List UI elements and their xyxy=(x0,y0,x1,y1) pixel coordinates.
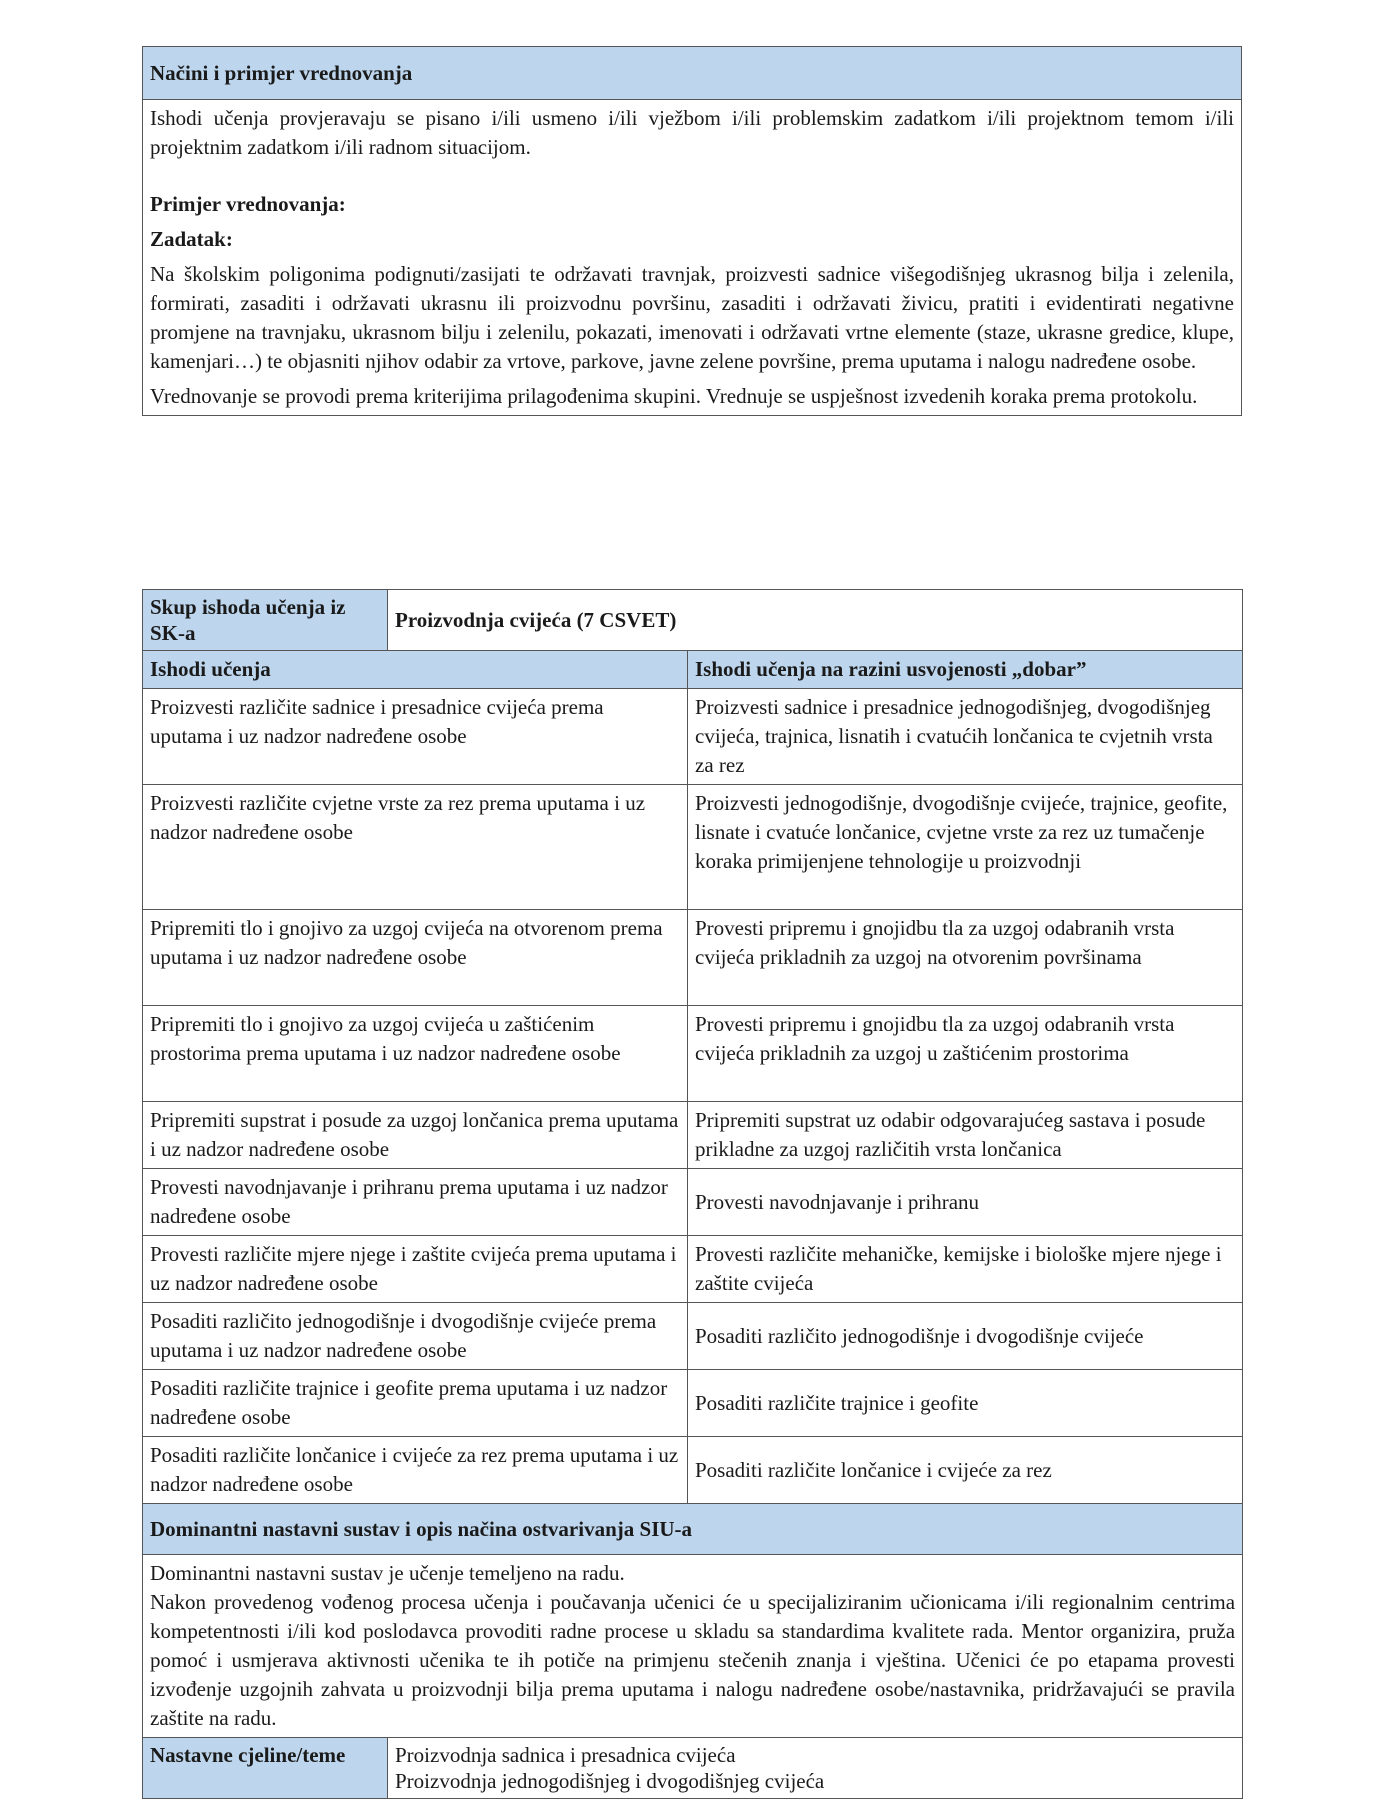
table-row: Provesti različite mjere njege i zaštite cvijeća prema uputama i uz nadzor nadređene osobe Provesti različite mehaničke, kemijske i biološke mjere njege i zaštite cvijeća xyxy=(143,1236,1243,1303)
criteria-text: Vrednovanje se provodi prema kriterijima prilagođenima skupini. Vrednuje se uspješnost izvedenih koraka prema protokolu. xyxy=(150,384,1198,408)
system-body xyxy=(143,1555,1243,1738)
task-label: Zadatak: xyxy=(150,227,233,251)
table-row: Posaditi različito jednogodišnje i dvogodišnje cvijeće prema uputama i uz nadzor nadređene osobe Posaditi različito jednogodišnje i dvogodišnje cvijeće xyxy=(143,1303,1243,1370)
example-label: Primjer vrednovanja: xyxy=(150,192,346,216)
unit-item: Proizvodnja sadnica i presadnica cvijeća xyxy=(395,1743,736,1767)
table-row: Provesti navodnjavanje i prihranu prema uputama i uz nadzor nadređene osobe Provesti navodnjavanje i prihranu xyxy=(143,1169,1243,1236)
units-label: Nastavne cjeline/teme xyxy=(143,1738,388,1799)
evaluation-header: Načini i primjer vrednovanja xyxy=(143,47,1242,100)
table-row: Posaditi različite trajnice i geofite prema uputama i uz nadzor nadređene osobe Posaditi različite trajnice i geofite xyxy=(143,1370,1243,1437)
col-header-good: Ishodi učenja na razini usvojenosti „dobar” xyxy=(688,651,1243,689)
system-header: Dominantni nastavni sustav i opis načina ostvarivanja SIU-a xyxy=(143,1504,1243,1555)
table-row: Pripremiti supstrat i posude za uzgoj lončanica prema uputama i uz nadzor nadređene osobe Pripremiti supstrat uz odabir odgovarajućeg sastava i posude prikladne za uzgoj različitih vrsta lončanica xyxy=(143,1102,1243,1169)
col-header-outcomes: Ishodi učenja xyxy=(143,651,688,689)
table-row: Proizvesti različite sadnice i presadnice cvijeća prema uputama i uz nadzor nadređene osobe Proizvesti sadnice i presadnice jednogodišnjeg, dvogodišnjeg cvijeća, trajnica, lisnatih i cvatućih lončanica te cvjetnih vrsta za rez xyxy=(143,689,1243,785)
evaluation-body xyxy=(143,100,1242,416)
table-row: Posaditi različite lončanice i cvijeće za rez prema uputama i uz nadzor nadređene osobe Posaditi različite lončanice i cvijeće za rez xyxy=(143,1437,1243,1504)
task-text: Na školskim poligonima podignuti/zasijati te održavati travnjak, proizvesti sadnice višegodišnjeg ukrasnog bilja i zelenila, formirati, zasaditi i održavati ukrasnu ili proizvodnu površinu, zasaditi i održavati živicu, pratiti i evidentirati negativne promjene na travnjaku, ukrasnom bilju i zelenilu, pokazati, imenovati i održavati vrtne elemente (staze, ukrasne gredice, klupe, kamenjari…) te objasniti njihov odabir za vrtove, parkove, javne zelene površine, prema uputama i nalogu nadređene osobe. xyxy=(150,262,1234,373)
set-label: Skup ishoda učenja iz SK-a xyxy=(143,590,388,651)
table-row: Proizvesti različite cvjetne vrste za rez prema uputama i uz nadzor nadređene osobe Proizvesti jednogodišnje, dvogodišnje cvijeće, trajnice, geofite, lisnate i cvatuće lončanice, cvjetne vrste za rez uz tumačenje koraka primijenjene tehnologije u proizvodnji xyxy=(143,785,1243,910)
evaluation-intro: Ishodi učenja provjeravaju se pisano i/ili usmeno i/ili vježbom i/ili problemskim zadatkom i/ili projektnom temom i/ili projektnim zadatkom i/ili radnom situacijom. xyxy=(150,106,1234,159)
table-row: Pripremiti tlo i gnojivo za uzgoj cvijeća u zaštićenim prostorima prema uputama i uz nadzor nadređene osobe Provesti pripremu i gnojidbu tla za uzgoj odabranih vrsta cvijeća prikladnih za uzgoj u zaštićenim prostorima xyxy=(143,1006,1243,1102)
system-text: Nakon provedenog vođenog procesa učenja i poučavanja učenici će u specijaliziranim učionicama i/ili regionalnim centrima kompetentnosti i/ili kod poslodavca provoditi radne procese u skladu sa standardima kvalitete rada. Mentor organizira, pruža pomoć i usmjerava aktivnosti učenika te ih potiče na primjenu stečenih znanja i vještina. Učenici će po etapama provesti izvođenje uzgojnih zahvata u proizvodnji bilja prema uputama i nalogu nadređene osobe/nastavnika, pridržavajući se pravila zaštite na radu. xyxy=(150,1590,1236,1730)
evaluation-table xyxy=(142,46,1242,416)
outcomes-table xyxy=(142,589,1243,1799)
set-value: Proizvodnja cvijeća (7 CSVET) xyxy=(388,590,1243,651)
system-line1: Dominantni nastavni sustav je učenje temeljeno na radu. xyxy=(150,1561,625,1585)
table-row: Pripremiti tlo i gnojivo za uzgoj cvijeća na otvorenom prema uputama i uz nadzor nadređene osobe Provesti pripremu i gnojidbu tla za uzgoj odabranih vrsta cvijeća prikladnih za uzgoj na otvorenim površinama xyxy=(143,910,1243,1006)
units-list xyxy=(388,1738,1243,1799)
unit-item: Proizvodnja jednogodišnjeg i dvogodišnjeg cvijeća xyxy=(395,1769,825,1793)
